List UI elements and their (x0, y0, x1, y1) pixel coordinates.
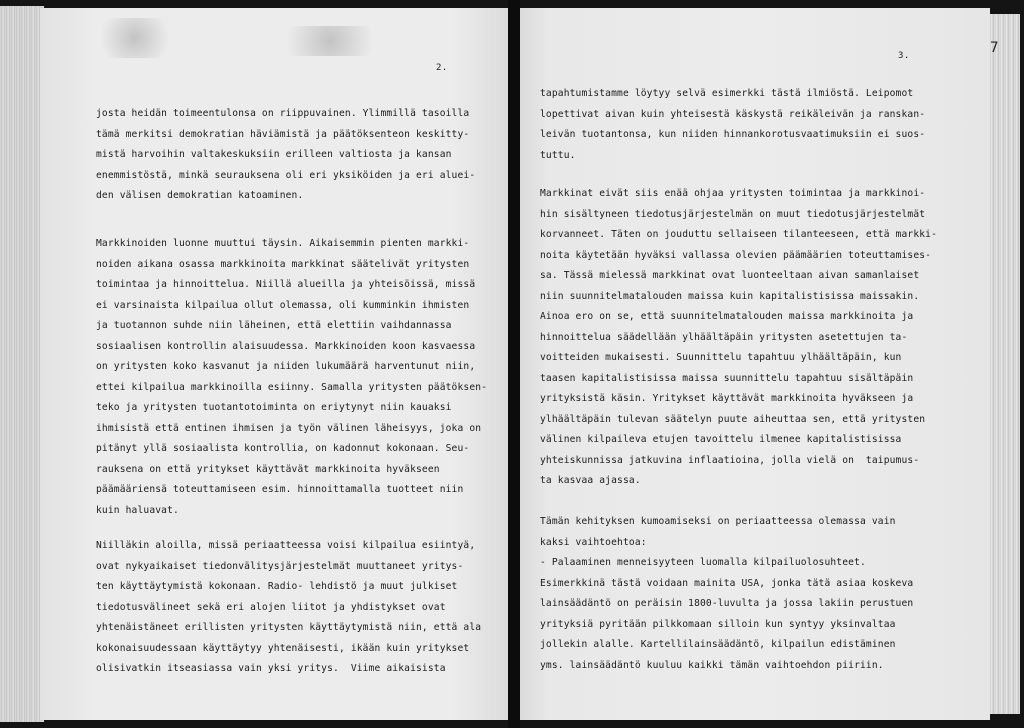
text-line: yhtenäistäneet erillisten yritysten käyttäytymistä niin, että ala (96, 622, 482, 633)
text-line: noiden aikana osassa markkinoita markkinat säätelivät yritysten (96, 258, 470, 270)
book-gutter (508, 0, 520, 728)
text-line: tapahtumistamme löytyy selvä esimerkki tästä ilmiöstä. Leipomot (540, 88, 914, 99)
right-page (520, 8, 990, 720)
text-line: sa. Tässä mielessä markkinat ovat luonteeltaan aivan samanlaiset (540, 270, 920, 281)
text-line: teko ja yritysten tuotantotoiminta on eriytynyt niin kauaksi (96, 402, 452, 413)
text-line: kaksi vaihtoehtoa: (540, 536, 647, 548)
right-paragraph-2 (540, 184, 937, 492)
text-line: Markkinat eivät siis enää ohjaa yritysten toimintaa ja markkinoi- (540, 188, 926, 199)
text-line: ihmisistä että entinen ihmisen ja työn välinen läheisyys, joka on (96, 422, 482, 434)
corner-handwritten-mark: 7 (990, 40, 999, 56)
text-line: niin suunnitelmatalouden maissa kuin kapitalistisissa maissakin. (540, 290, 920, 302)
left-paragraph-1 (96, 104, 475, 207)
text-line: mistä harvoihin valtakeskuksiin erilleen valtiosta ja kansan (96, 149, 452, 160)
text-line: pitänyt yllä sosiaalista kontrollia, on kadonnut kokonaan. Seu- (96, 443, 470, 454)
text-line: den välisen demokratian katoaminen. (96, 190, 304, 201)
text-line: ylhäältäpäin tulevan säätelyn puute aiheuttaa sen, että yritysten (540, 413, 926, 425)
text-line: ovat nykyaikaiset tiedonvälitysjärjestelmät muuttaneet yritys- (96, 560, 464, 572)
text-line: yms. lainsäädäntö kuuluu kaikki tämän vaihtoehdon piiriin. (540, 659, 884, 671)
left-page (40, 8, 508, 720)
text-line: olisivatkin itseasiassa vain yksi yritys. Viime aikaisista (96, 663, 446, 674)
left-paragraph-2 (96, 234, 487, 521)
text-line: taasen kapitalistisissa maissa suunnittelu tapahtuu sisältäpäin (540, 372, 914, 384)
right-page-number: 3. (898, 51, 910, 61)
right-paragraph-1 (540, 84, 925, 166)
text-line: päämääriensä toteuttamiseen esim. hinnoittamalla tuotteet niin (96, 484, 464, 495)
text-line: noita käytetään hyväksi vallassa olevien päämäärien toteuttamises- (540, 249, 932, 261)
text-line: jollekin alalle. Kartellilainsäädäntö, kilpailun edistäminen (540, 639, 896, 650)
text-line: Tämän kehityksen kumoamiseksi on periaatteessa olemassa vain (540, 516, 896, 527)
scan-smudge (270, 26, 390, 56)
text-line: tuttu. (540, 149, 576, 161)
text-line: hinnoittelua säädellään ylhäältäpäin yritysten asetettujen ta- (540, 331, 908, 343)
text-line: rauksena on että yritykset käyttävät markkinoita hyväkseen (96, 463, 440, 475)
text-line: on yritysten koko kasvanut ja niiden lukumäärä harventunut niin, (96, 361, 476, 372)
text-line: josta heidän toimeentulonsa on riippuvainen. Ylimmillä tasoilla (96, 108, 470, 119)
text-line: yhteiskunnissa jatkuvina inflaatioina, jolla vielä on taipumus- (540, 454, 920, 466)
text-line: toimintaa ja hinnoittelua. Niillä alueilla ja yhteisöissä, missä (96, 279, 476, 290)
text-line: yrityksistä käsin. Yritykset käyttävät markkinoita hyväkseen ja (540, 393, 914, 404)
text-line: hin sisältyneen tiedotusjärjestelmän on muut tiedotusjärjestelmät (540, 208, 926, 220)
left-page-number: 2. (436, 63, 448, 73)
text-line: Esimerkkinä tästä voidaan mainita USA, jonka tätä asiaa koskeva (540, 577, 914, 589)
scan-smudge (90, 18, 180, 58)
text-line: ettei kilpailua markkinoilla esiinny. Samalla yritysten päätöksen- (96, 381, 488, 393)
text-line: kokonaisuudessaan käyttäytyy yhtenäisesti, ikään kuin yritykset (96, 642, 470, 654)
text-line: lainsäädäntö on peräisin 1800-luvulta ja jossa lakiin perustuen (540, 598, 914, 609)
text-line: kuin haluavat. (96, 504, 179, 516)
text-line: välinen kilpaileva etujen tavoittelu ilmenee kapitalistisissa (540, 434, 902, 445)
text-line: ten käyttäytymistä kokonaan. Radio- lehdistö ja muut julkiset (96, 581, 458, 592)
text-line: tiedotusvälineet sekä eri alojen liitot ja yhdistykset ovat (96, 601, 446, 613)
left-paragraph-3 (96, 536, 481, 680)
text-line: - Palaaminen menneisyyteen luomalla kilpailuolosuhteet. (540, 557, 866, 568)
left-page-stack-edge (0, 6, 44, 722)
text-line: korvanneet. Täten on jouduttu sellaiseen tilanteeseen, että markki- (540, 229, 938, 240)
text-line: Markkinoiden luonne muuttui täysin. Aikaisemmin pienten markki- (96, 238, 470, 249)
text-line: tämä merkitsi demokratian häviämistä ja päätöksenteon keskitty- (96, 128, 470, 140)
text-line: lopettivat aivan kuin yhteisestä käskystä reikäleivän ja ranskan- (540, 108, 926, 120)
text-line: ta kasvaa ajassa. (540, 475, 641, 486)
text-line: Niilläkin aloilla, missä periaatteessa voisi kilpailua esiintyä, (96, 540, 476, 551)
right-paragraph-3 (540, 512, 913, 676)
text-line: enemmistöstä, minkä seurauksena oli eri yksiköiden ja eri aluei- (96, 169, 476, 181)
text-line: sosiaalisen kontrollin alaisuudessa. Markkinoiden koon kasvaessa (96, 340, 476, 352)
text-line: Ainoa ero on se, että suunnitelmatalouden maissa markkinoita ja (540, 311, 914, 322)
text-line: leivän tuotantonsa, kun niiden hinnankorotusvaatimuksiin ei suos- (540, 129, 926, 140)
text-line: ei varsinaista kilpailua ollut olemassa, oli kumminkin ihmisten (96, 299, 470, 311)
text-line: voitteiden mukaisesti. Suunnittelu tapahtuu ylhäältäpäin, kun (540, 352, 902, 363)
text-line: ja tuotannon suhde niin läheinen, että elettiin vaihdannassa (96, 320, 452, 331)
right-page-stack-edge (990, 14, 1020, 714)
text-line: yrityksiä pyritään pilkkomaan silloin kun syntyy yksinvaltaa (540, 618, 896, 630)
